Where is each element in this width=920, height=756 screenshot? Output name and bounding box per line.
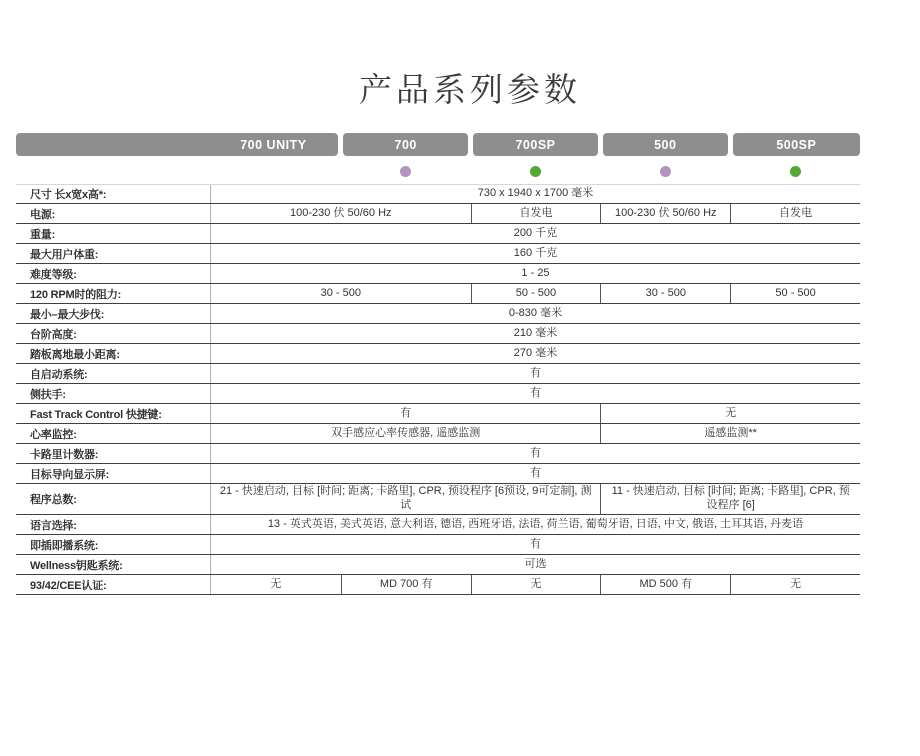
spec-value-cell: 有 xyxy=(530,366,541,379)
dot-cell xyxy=(341,158,471,184)
spec-row xyxy=(16,515,860,535)
spec-value-cell: 50 - 500 xyxy=(730,284,860,303)
spec-row xyxy=(16,464,860,484)
spec-value-cell: 有 xyxy=(400,406,412,419)
spec-row-label: 电源: xyxy=(16,204,211,223)
column-header-label: 500 xyxy=(654,137,677,152)
spec-row xyxy=(16,364,860,384)
spec-value-cell: 100-230 伏 50/60 Hz xyxy=(290,206,392,219)
spec-row-label: 尺寸 长x宽x高*: xyxy=(16,185,211,203)
column-header-700 xyxy=(343,133,468,156)
spec-value-cell: 50 - 500 xyxy=(471,284,601,303)
column-header-label: 700 xyxy=(394,137,417,152)
dot-cell xyxy=(600,158,730,184)
column-header-700-unity xyxy=(16,133,338,156)
column-header-500sp xyxy=(733,133,860,156)
spec-value-cell: 30 - 500 xyxy=(600,284,730,303)
spec-value-cell: 21 - 快速启动, 目标 [时间; 距离; 卡路里], CPR, 预设程序 [6预设, 9可定制], 测试 xyxy=(219,485,592,511)
spec-value-cell: MD 700 有 xyxy=(341,575,471,594)
spec-value-cell: MD 500 有 xyxy=(600,575,730,594)
spec-row xyxy=(16,244,860,264)
spec-row-label: 自启动系统: xyxy=(16,364,211,383)
page-title: 产品系列参数 xyxy=(359,71,581,108)
spec-row-label: 即插即播系统: xyxy=(16,535,211,554)
spec-value-cell: 无 xyxy=(600,404,860,423)
spec-row xyxy=(16,535,860,555)
spec-value-cell: 双手感应心率传感器, 遥感监测 xyxy=(331,426,481,439)
spec-row xyxy=(16,555,860,575)
spec-row-label: 120 RPM时的阻力: xyxy=(16,284,211,303)
spec-value-cell: 210 毫米 xyxy=(513,326,558,339)
spec-value-cell: 有 xyxy=(530,386,541,399)
spec-row-label: 程序总数: xyxy=(16,484,211,514)
spec-row-label: 难度等级: xyxy=(16,264,211,283)
spec-row-label: 最小–最大步伐: xyxy=(16,304,211,323)
spec-value-cell: 1 - 25 xyxy=(521,266,550,279)
spec-value-cell: 有 xyxy=(530,446,541,459)
purple-status-dot-icon xyxy=(660,166,671,177)
spec-value-cell: 自发电 xyxy=(730,204,860,223)
spec-row-label: Wellness钥匙系统: xyxy=(16,555,211,574)
spec-row xyxy=(16,404,860,424)
spec-value-cell: 0-830 毫米 xyxy=(508,306,563,319)
spec-value-cell: 可选 xyxy=(524,557,547,570)
column-header-label: 700 UNITY xyxy=(240,137,307,152)
spec-row-label: Fast Track Control 快捷键: xyxy=(16,404,211,423)
spec-value-cell: 730 x 1940 x 1700 毫米 xyxy=(477,187,594,200)
spec-row-label: 最大用户体重: xyxy=(16,244,211,263)
spec-row xyxy=(16,384,860,404)
spec-row xyxy=(16,304,860,324)
spec-row xyxy=(16,204,860,224)
spec-row xyxy=(16,264,860,284)
spec-value-cell: 11 - 快速启动, 目标 [时间; 距离; 卡路里], CPR, 预设程序 [6] xyxy=(600,484,860,514)
spec-row-label: 侧扶手: xyxy=(16,384,211,403)
column-header-label: 700SP xyxy=(515,137,556,152)
spec-row-label: 心率监控: xyxy=(16,424,211,443)
dot-cell xyxy=(471,158,601,184)
spec-value-cell: 160 千克 xyxy=(513,246,558,259)
spec-row xyxy=(16,444,860,464)
spec-table-body xyxy=(16,184,860,595)
spec-row xyxy=(16,184,860,204)
green-status-dot-icon xyxy=(530,166,541,177)
purple-status-dot-icon xyxy=(400,166,411,177)
spec-row xyxy=(16,484,860,515)
spec-value-cell: 自发电 xyxy=(471,204,601,223)
spec-value-cell: 无 xyxy=(730,575,860,594)
dot-cell xyxy=(211,158,341,184)
spec-row xyxy=(16,424,860,444)
spec-row xyxy=(16,575,860,595)
column-header-500 xyxy=(603,133,728,156)
spec-row-label: 93/42/CEE认证: xyxy=(16,575,211,594)
green-status-dot-icon xyxy=(790,166,801,177)
product-spec-table xyxy=(16,133,860,595)
spec-value-cell: 200 千克 xyxy=(513,226,558,239)
model-dot-row xyxy=(16,158,860,184)
spec-row-label: 卡路里计数器: xyxy=(16,444,211,463)
spec-row-label: 语言选择: xyxy=(16,515,211,534)
dot-row-spacer xyxy=(16,158,211,184)
spec-row-label: 目标导向显示屏: xyxy=(16,464,211,483)
spec-value-cell: 有 xyxy=(530,537,541,550)
spec-value-cell: 13 - 英式英语, 美式英语, 意大利语, 德语, 西班牙语, 法语, 荷兰语, 葡萄牙语, 日语, 中文, 俄语, 土耳其语, 丹麦语 xyxy=(267,517,804,530)
dot-cell xyxy=(730,158,860,184)
spec-value-cell: 30 - 500 xyxy=(320,286,361,299)
spec-value-cell: 无 xyxy=(471,575,601,594)
column-header-row xyxy=(16,133,860,156)
column-header-label: 500SP xyxy=(776,137,817,152)
spec-value-cell: 无 xyxy=(270,577,282,590)
spec-row xyxy=(16,284,860,304)
spec-value-cell: 有 xyxy=(530,466,541,479)
spec-value-cell: 100-230 伏 50/60 Hz xyxy=(600,204,730,223)
spec-row xyxy=(16,324,860,344)
spec-value-cell: 270 毫米 xyxy=(513,346,558,359)
spec-row-label: 重量: xyxy=(16,224,211,243)
column-header-700sp xyxy=(473,133,598,156)
spec-row xyxy=(16,224,860,244)
spec-value-cell: 遥感监测** xyxy=(600,424,860,443)
spec-row xyxy=(16,344,860,364)
spec-row-label: 踏板离地最小距离: xyxy=(16,344,211,363)
spec-row-label: 台阶高度: xyxy=(16,324,211,343)
